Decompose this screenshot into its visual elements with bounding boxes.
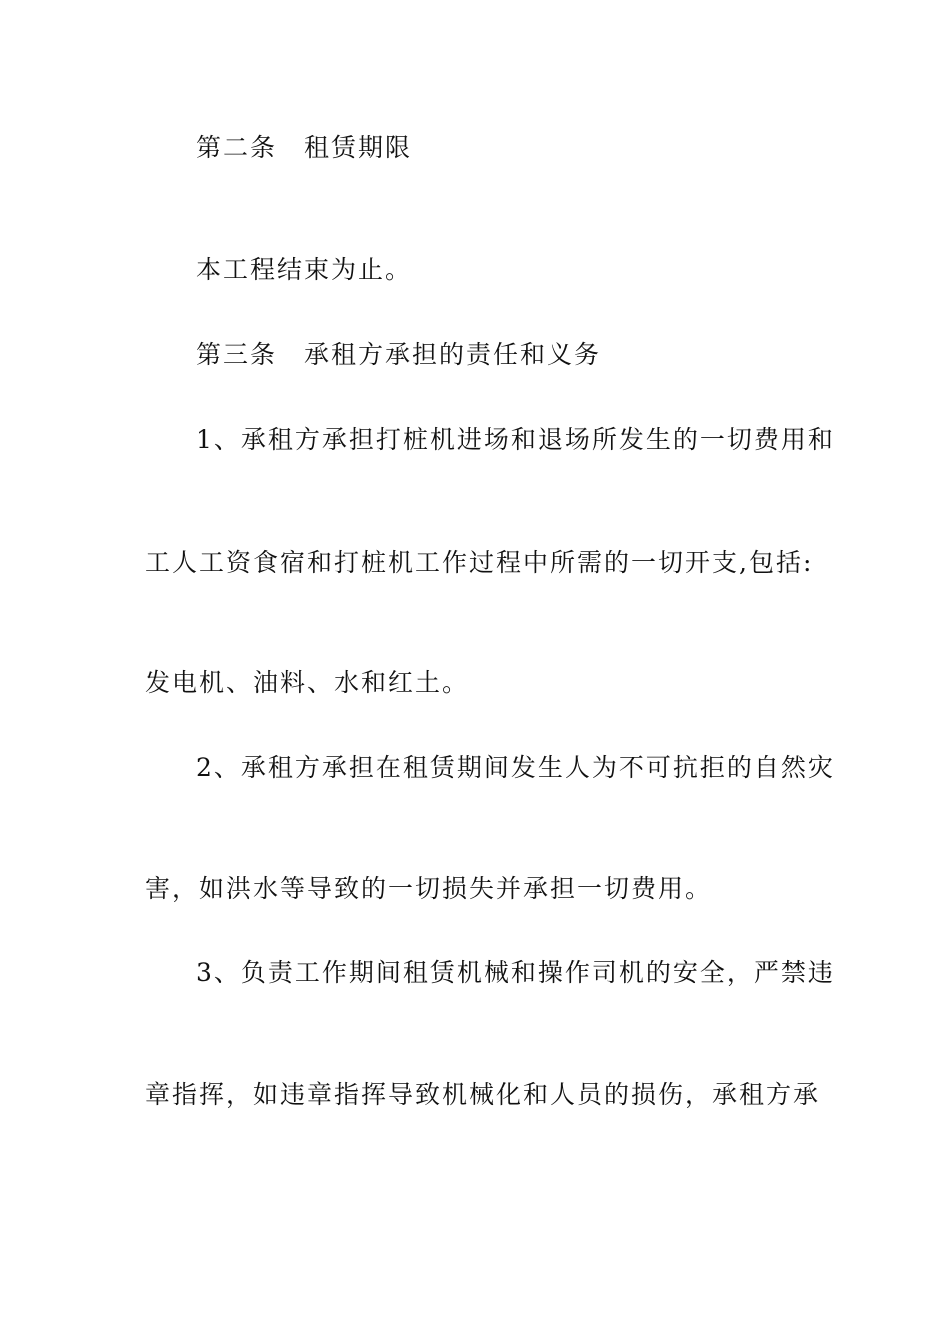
article-3-heading: 第三条 承租方承担的责任和义务 <box>196 340 602 369</box>
clause-1-line-2: 工人工资食宿和打桩机工作过程中所需的一切开支,包括: <box>145 548 814 577</box>
clause-1-line-3: 发电机、油料、水和红土。 <box>145 668 470 697</box>
clause-3-line-2: 章指挥，如违章指挥导致机械化和人员的损伤，承租方承 <box>145 1080 821 1109</box>
article-2-heading: 第二条 租赁期限 <box>196 133 413 162</box>
clause-3-line-1: 3、负责工作期间租赁机械和操作司机的安全，严禁违 <box>196 958 835 987</box>
clause-1-line-1: 1、承租方承担打桩机进场和退场所发生的一切费用和 <box>196 425 835 454</box>
clause-2-line-1: 2、承租方承担在租赁期间发生人为不可抗拒的自然灾 <box>196 753 835 782</box>
clause-2-line-2: 害，如洪水等导致的一切损失并承担一切费用。 <box>145 874 713 903</box>
article-2-body: 本工程结束为止。 <box>196 255 413 284</box>
